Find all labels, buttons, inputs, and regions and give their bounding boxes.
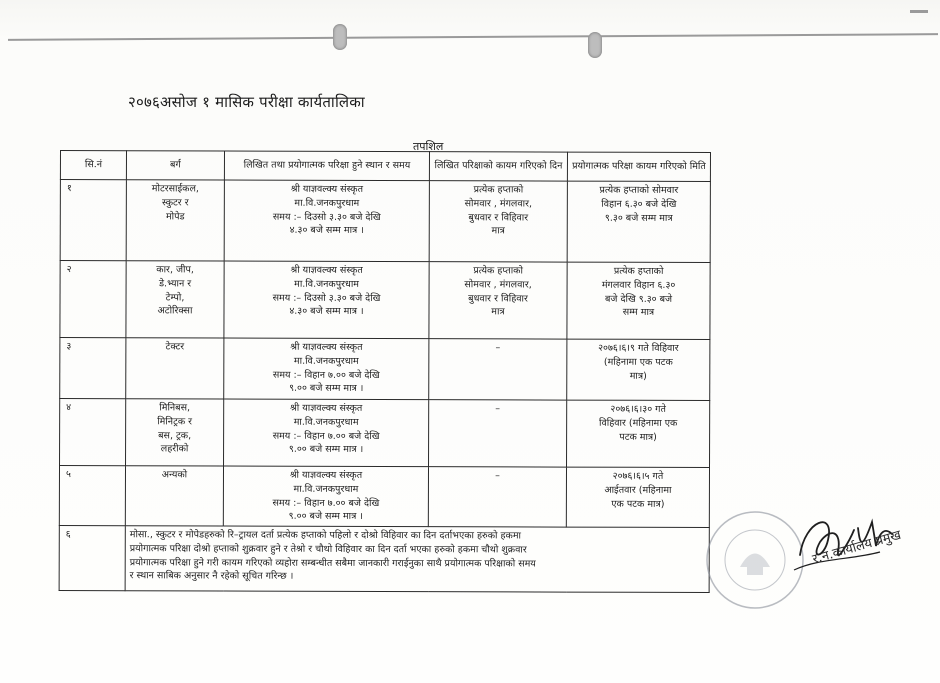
row-written-days-line: प्रत्येक हप्ताको	[473, 184, 524, 196]
row-category-line: मोटरसाईकल,	[151, 183, 199, 195]
row-category-line: टेम्पो,	[165, 291, 185, 303]
row-venue	[224, 261, 429, 339]
row-written-days	[429, 262, 567, 339]
row-sn: ३	[60, 338, 126, 399]
row-venue-line: श्री याज्ञवल्क्य संस्कृत	[290, 402, 363, 414]
row-written-days-line: मात्र	[491, 306, 505, 318]
punch-hole	[333, 24, 347, 50]
row-practical-date-line: सम्म मात्र	[622, 307, 655, 319]
row-venue-line: ४.३० बजे सम्म मात्र ।	[289, 306, 364, 318]
row-venue-line: ९.०० बजे सम्म मात्र ।	[289, 383, 364, 395]
row-sn: १	[60, 180, 126, 261]
header-venue	[224, 151, 429, 181]
row-sn: ५	[59, 466, 125, 526]
row-venue-line: मा.वि.जनकपुरधाम	[293, 483, 359, 495]
header-practical	[567, 152, 710, 181]
note-text	[125, 526, 709, 593]
row-practical-date	[567, 339, 710, 400]
row-written-days-line: सोमवार , मंगलवार,	[464, 279, 532, 291]
row-venue-line: समय :– विहान ७.०० बजे देखि	[272, 430, 380, 442]
row-venue-line: श्री याज्ञवल्क्य संस्कृत	[290, 264, 363, 276]
row-written-days-line: प्रत्येक हप्ताको	[473, 265, 523, 277]
row-category	[126, 399, 224, 466]
section-subtitle: तपशिल	[413, 140, 444, 153]
table-row	[60, 180, 710, 263]
table-row	[60, 261, 710, 340]
row-practical-date-line: २०७६।६।३० गते	[610, 403, 666, 415]
row-practical-date-line: विहान ६.३० बजे देखि	[601, 198, 677, 210]
row-practical-date-line: ९.३० बजे सम्म मात्र	[604, 212, 673, 224]
note-sn: ६	[59, 526, 125, 591]
row-written-days-line: –	[495, 470, 500, 482]
header-category: बर्ग	[126, 151, 224, 180]
header-venue-line: लिखित तथा प्रयोगात्मक परिक्षा हुने	[243, 159, 363, 172]
row-written-days-line: बुधवार र विहिवार	[468, 292, 528, 305]
row-venue-line: श्री याज्ञवल्क्य संस्कृत	[289, 469, 363, 481]
row-category-line: कार, जीप,	[156, 264, 194, 276]
row-practical-date-line: २०७६।६।९ गते विहिवार	[598, 342, 679, 354]
row-venue	[223, 466, 428, 527]
row-venue-line: मा.वि.जनकपुरधाम	[293, 416, 359, 428]
table-row-note	[59, 526, 709, 593]
row-sn: ४	[60, 399, 126, 466]
row-category-line: मिनिबस,	[159, 402, 191, 414]
row-written-days-line: मात्र	[491, 225, 505, 237]
row-written-days-line: –	[495, 342, 501, 354]
row-practical-date-line: मात्र)	[629, 370, 647, 382]
header-practical-line: प्रयोगात्मक परिक्षा	[572, 160, 634, 172]
page-top-edge	[8, 33, 938, 41]
row-practical-date-line: विहिवार (महिनामा एक	[599, 417, 678, 429]
corner-mark	[910, 10, 928, 13]
row-practical-date	[566, 467, 709, 528]
row-written-days-line: –	[495, 403, 501, 415]
row-venue-line: श्री याज्ञवल्क्य संस्कृत	[290, 341, 363, 353]
row-venue-line: समय :– विहान ७.०० बजे देखि	[272, 497, 380, 509]
row-practical-date-line: (महिनामा एक पटक	[603, 356, 673, 368]
row-category-line: टेक्टर	[165, 341, 185, 353]
row-category	[126, 338, 224, 399]
office-chief-label: र.न.कार्यालय प्रमुख	[810, 527, 903, 568]
row-written-days	[429, 339, 567, 400]
note-line: मोसा., स्कुटर र मोपेडहरुको रि–ट्रायल दर्ता प्रत्येक हप्ताको पहिलो र दोश्रो विहिवार का दिन दर्ताभएका हरुको हकमा	[129, 529, 521, 542]
row-venue-line: मा.वि.जनकपुरधाम	[294, 197, 360, 209]
row-category-line: मोपेड	[165, 210, 185, 222]
row-practical-date	[567, 400, 710, 467]
row-written-days-line: सोमवार , मंगलवार,	[464, 198, 533, 210]
row-written-days	[429, 400, 567, 467]
row-written-days-line: बुधवार र विहिवार	[468, 211, 529, 224]
header-written-line: गरिएको दिन	[519, 160, 563, 172]
row-venue-line: ९.०० बजे सम्म मात्र ।	[288, 511, 364, 523]
row-venue-line: ४.३० बजे सम्म मात्र ।	[289, 225, 364, 237]
table-header-row	[60, 151, 710, 182]
document-title: २०७६असोज १ मासिक परीक्षा कार्यतालिका	[128, 93, 365, 111]
table-row	[59, 466, 709, 528]
row-category-line: स्कुटर र	[162, 197, 189, 209]
row-venue	[224, 338, 429, 400]
row-written-days	[429, 181, 567, 262]
row-category-line: बस, ट्रक,	[158, 429, 192, 441]
exam-schedule-table	[59, 150, 711, 593]
row-category	[126, 261, 224, 338]
row-venue-line: समय :– दिउसो ३.३० बजे देखि	[272, 211, 381, 223]
row-venue-line: समय :– विहान ७.०० बजे देखि	[272, 369, 380, 381]
row-written-days	[428, 467, 566, 527]
row-venue-line: समय :– दिउसो ३.३० बजे देखि	[272, 292, 381, 304]
row-category-line: डे.भ्यान र	[158, 278, 192, 290]
header-venue-line: स्थान र समय	[365, 160, 411, 172]
row-category-line: लहरीको	[160, 443, 189, 455]
row-practical-date-line: मंगलवार विहान ६.३०	[601, 279, 676, 291]
row-practical-date-line: २०७६।६।५ गते	[612, 470, 664, 482]
note-line: प्रयोगात्मक परिक्षा दोश्रो हप्ताको शुक्रवार हुने र तेश्रो र चौथो विहिवार का दिन दर्ता भएका हरुको हकमा चौथो शुक्रवार	[129, 543, 527, 556]
row-category-line: मिनिट्रक र	[157, 416, 193, 428]
punch-hole	[588, 32, 602, 58]
row-venue-line: श्री याज्ञवल्क्य संस्कृत	[290, 183, 364, 195]
row-venue	[224, 180, 429, 262]
row-venue-line: मा.वि.जनकपुरधाम	[294, 278, 360, 290]
row-practical-date-line: पटक मात्र)	[619, 431, 657, 443]
table-row	[60, 338, 710, 401]
row-practical-date-line: बजे देखि ९.३० बजे	[604, 293, 673, 305]
row-venue-line: मा.वि.जनकपुरधाम	[293, 355, 359, 367]
row-venue-line: ९.०० बजे सम्म मात्र ।	[288, 444, 364, 456]
row-category	[126, 180, 224, 261]
row-practical-date-line: प्रत्येक हप्ताको	[613, 265, 664, 277]
header-written-line: लिखित परिक्षाको कायम	[434, 160, 517, 172]
row-category	[125, 466, 223, 526]
header-practical-line: कायम गरिएको मिति	[636, 160, 706, 173]
row-venue	[224, 399, 429, 467]
table-row	[60, 399, 710, 468]
row-sn: २	[60, 261, 126, 338]
row-practical-date	[567, 181, 710, 262]
row-practical-date	[567, 262, 710, 339]
row-practical-date-line: आईतवार (महिनामा	[604, 484, 672, 496]
row-category-line: अन्यको	[161, 469, 188, 481]
header-sn: सि.नं	[60, 151, 126, 180]
header-written	[429, 152, 567, 181]
row-category-line: अटोरिक्सा	[157, 305, 193, 317]
row-practical-date-line: एक पटक मात्र)	[611, 498, 665, 510]
note-line: प्रयोगात्मक परिक्षा हुने गरी कायम गरिएको व्यहोरा सम्बन्धीत सबैमा जानकारी गराईनुका साथै प्रयोगात्मक परिक्षाको समय	[129, 556, 536, 570]
row-practical-date-line: प्रत्येक हप्ताको सोमवार	[599, 184, 679, 196]
note-line: र स्थान साबिक अनुसार नै रहेको सूचित गरिन्छ ।	[129, 570, 294, 583]
